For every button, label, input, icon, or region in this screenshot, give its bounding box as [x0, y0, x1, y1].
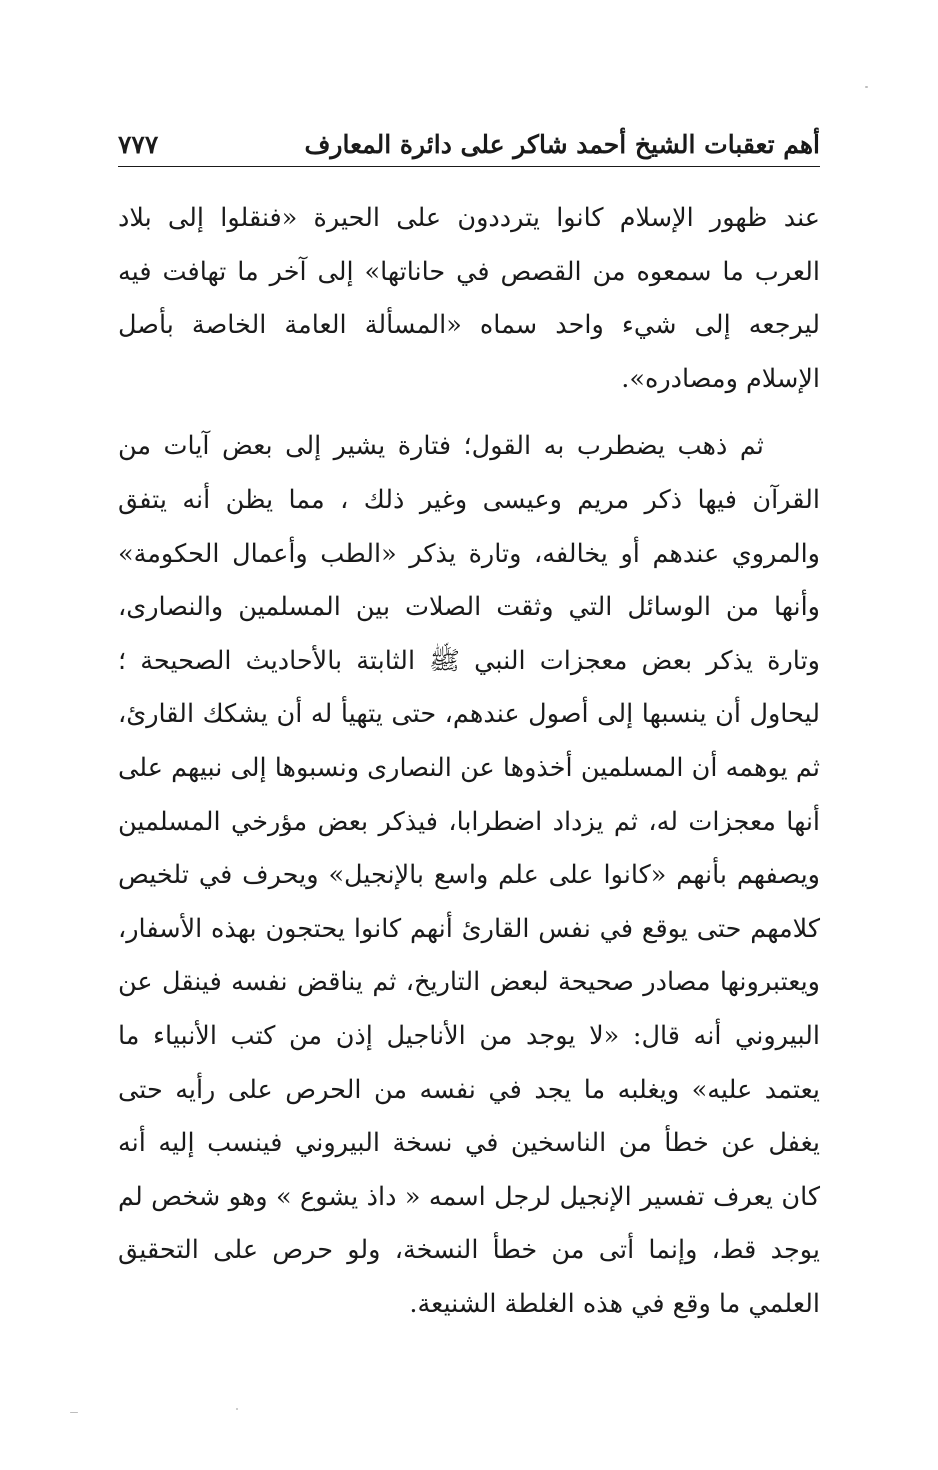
scan-speck: [70, 1412, 78, 1413]
header-rule: [118, 166, 820, 167]
scan-speck: [236, 1408, 238, 1410]
running-header-title: أهم تعقبات الشيخ أحمد شاكر على دائرة المعارف: [304, 130, 820, 159]
paragraph-2: ثم ذهب يضطرب به القول؛ فتارة يشير إلى بعض آيات من القرآن فيها ذكر مريم وعيسى وغير ذلك ، مما يظن أنه يتفق والمروي عندهم أو يخالفه، وتارة يذكر «الطب وأعمال الحكومة» وأنها من الوسائل التي وثقت الصلات بين المسلمين والنصارى، وتارة يذكر بعض معجزات النبي ﷺ الثابتة بالأحاديث الصحيحة ؛ ليحاول أن ينسبها إلى أصول عندهم، حتى يتهيأ له أن يشكك القارئ، ثم يوهمه أن المسلمين أخذوها عن النصارى ونسبوها إلى نبيهم على أنها معجزات له، ثم يزداد اضطرابا، فيذكر بعض مؤرخي المسلمين ويصفهم بأنهم «كانوا على علم واسع بالإنجيل» ويحرف في تلخيص كلامهم حتى يوقع في نفس القارئ أنهم كانوا يحتجون بهذه الأسفار، ويعتبرونها مصادر صحيحة لبعض التاريخ، ثم يناقض نفسه فينقل عن البيروني أنه قال: «لا يوجد من الأناجيل إذن من كتب الأنبياء ما يعتمد عليه» ويغلبه ما يجد في نفسه من الحرص على رأيه حتى يغفل عن خطأ من الناسخين في نسخة البيروني فينسب إليه أنه كان يعرف تفسير الإنجيل لرجل اسمه « داذ يشوع » وهو شخص لم يوجد قط، وإنما أتى من خطأ النسخة، ولو حرص على التحقيق العلمي ما وقع في هذه الغلطة الشنيعة.: [118, 431, 820, 1319]
running-header: [118, 120, 820, 162]
body-text: [118, 192, 820, 1331]
page-number: ٧٧٧: [118, 130, 159, 159]
scan-speck: [865, 86, 868, 88]
paragraph-1: عند ظهور الإسلام كانوا يترددون على الحيرة «فنقلوا إلى بلاد العرب ما سمعوه من القصص في حاناتها» إلى آخر ما تهافت فيه ليرجعه إلى شيء واحد سماه «المسألة العامة الخاصة بأصل الإسلام ومصادره».: [118, 203, 820, 394]
